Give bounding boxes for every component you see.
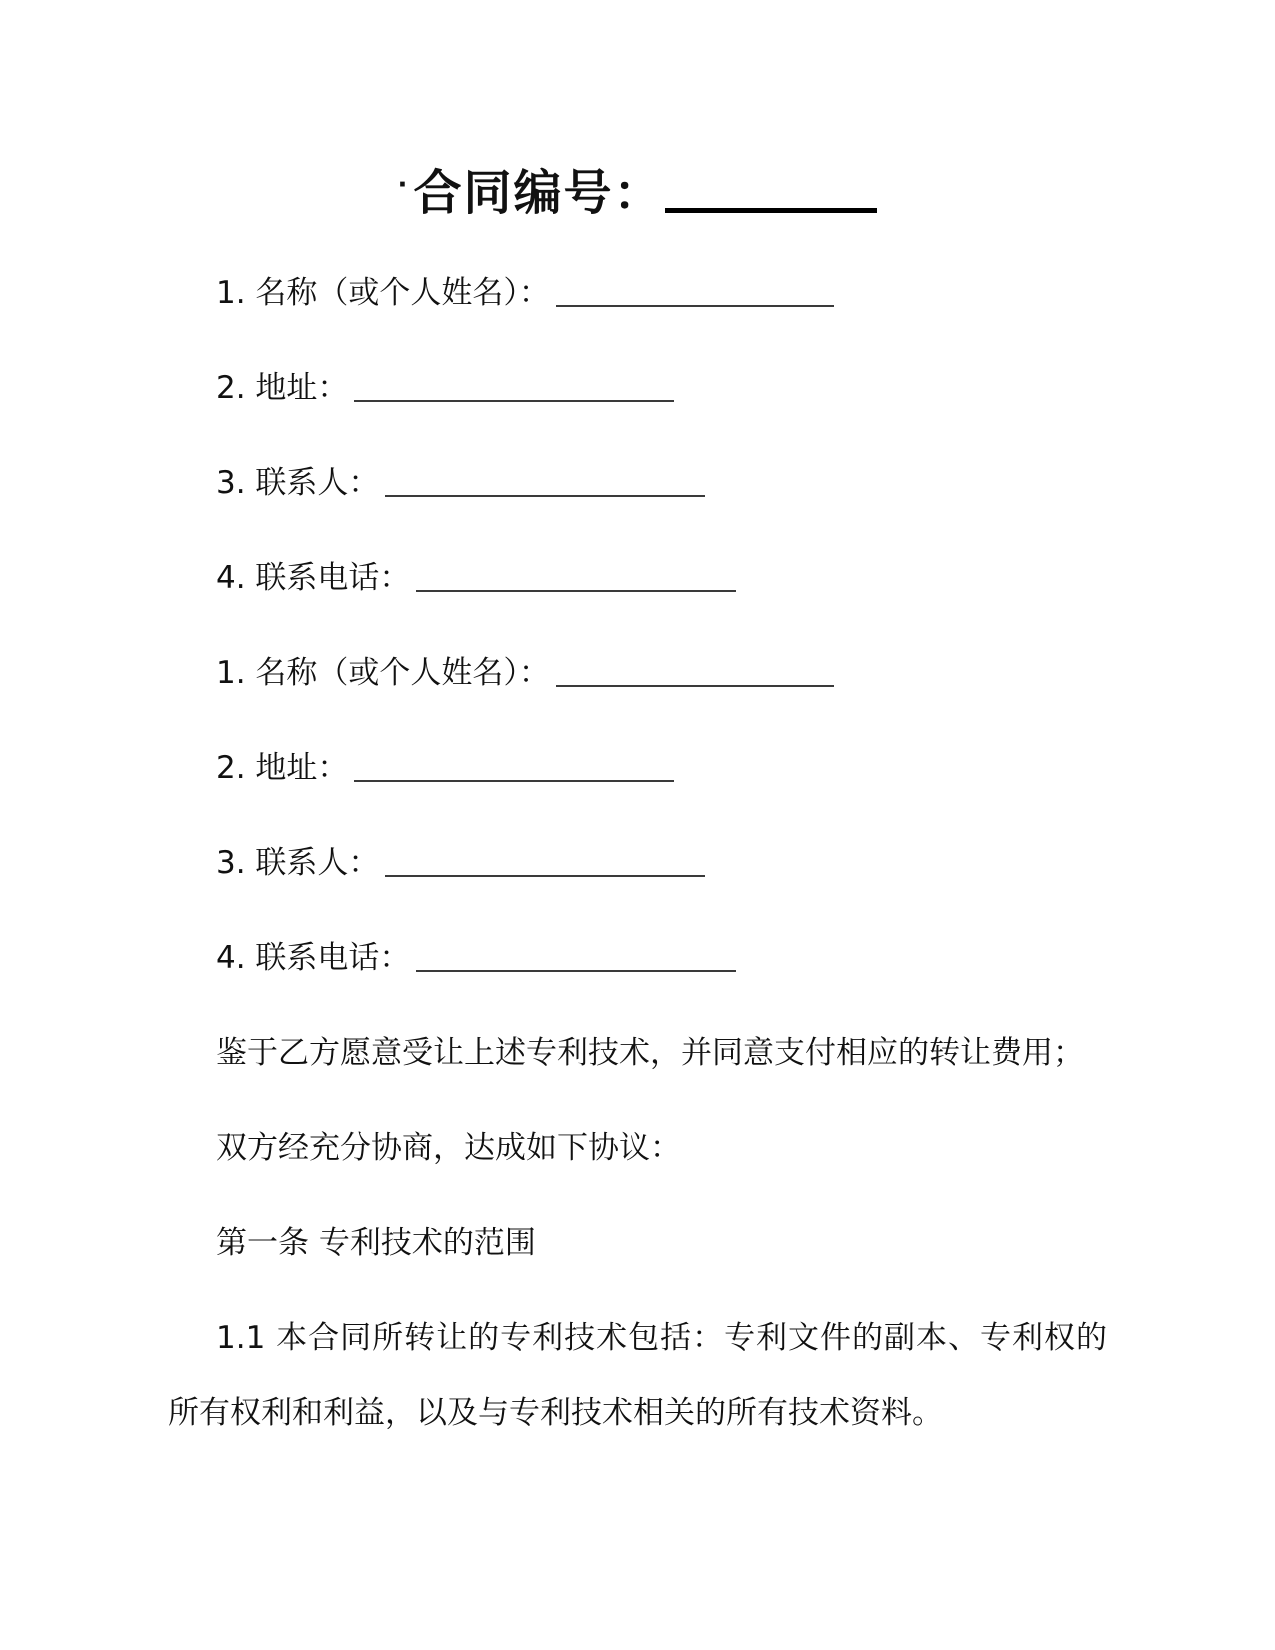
party-field-row bbox=[168, 541, 1107, 616]
field-label-contact: 3. 联系人： bbox=[216, 465, 380, 501]
field-label-phone: 4. 联系电话： bbox=[216, 560, 411, 596]
fill-in-blank-address[interactable] bbox=[354, 772, 674, 782]
party-field-row bbox=[168, 636, 1107, 711]
party-field-row bbox=[168, 256, 1107, 331]
article-1-heading: 第一条 专利技术的范围 bbox=[216, 1225, 536, 1261]
contract-number-label: 合同编号： bbox=[413, 165, 664, 221]
agreement-intro-paragraph: 双方经充分协商，达成如下协议： bbox=[216, 1130, 681, 1166]
fill-in-blank-contact[interactable] bbox=[385, 487, 705, 497]
field-label-name: 1. 名称（或个人姓名）： bbox=[216, 275, 550, 311]
fill-in-blank-contact[interactable] bbox=[385, 867, 705, 877]
field-label-contact: 3. 联系人： bbox=[216, 845, 380, 881]
fill-in-blank-address[interactable] bbox=[354, 392, 674, 402]
party-field-row bbox=[168, 351, 1107, 426]
title-bullet-dot: · bbox=[397, 170, 410, 200]
field-label-name: 1. 名称（或个人姓名）： bbox=[216, 655, 550, 691]
fill-in-blank-phone[interactable] bbox=[416, 582, 736, 592]
fill-in-blank-phone[interactable] bbox=[416, 962, 736, 972]
party-field-row bbox=[168, 731, 1107, 806]
field-label-address: 2. 地址： bbox=[216, 750, 349, 786]
party-field-row bbox=[168, 826, 1107, 901]
fill-in-blank-name[interactable] bbox=[556, 297, 834, 307]
contract-number-title bbox=[168, 150, 1107, 228]
field-label-address: 2. 地址： bbox=[216, 370, 349, 406]
fill-in-blank-name[interactable] bbox=[556, 677, 834, 687]
party-field-row bbox=[168, 921, 1107, 996]
party-field-row bbox=[168, 446, 1107, 521]
whereas-clause-paragraph: 鉴于乙方愿意受让上述专利技术，并同意支付相应的转让费用； bbox=[216, 1035, 1084, 1071]
field-label-phone: 4. 联系电话： bbox=[216, 940, 411, 976]
contract-number-blank[interactable] bbox=[665, 203, 877, 213]
clause-1-1-paragraph: 1.1 本合同所转让的专利技术包括：专利文件的副本、专利权的所有权利和利益，以及与专利技术相关的所有技术资料。 bbox=[168, 1320, 1107, 1431]
